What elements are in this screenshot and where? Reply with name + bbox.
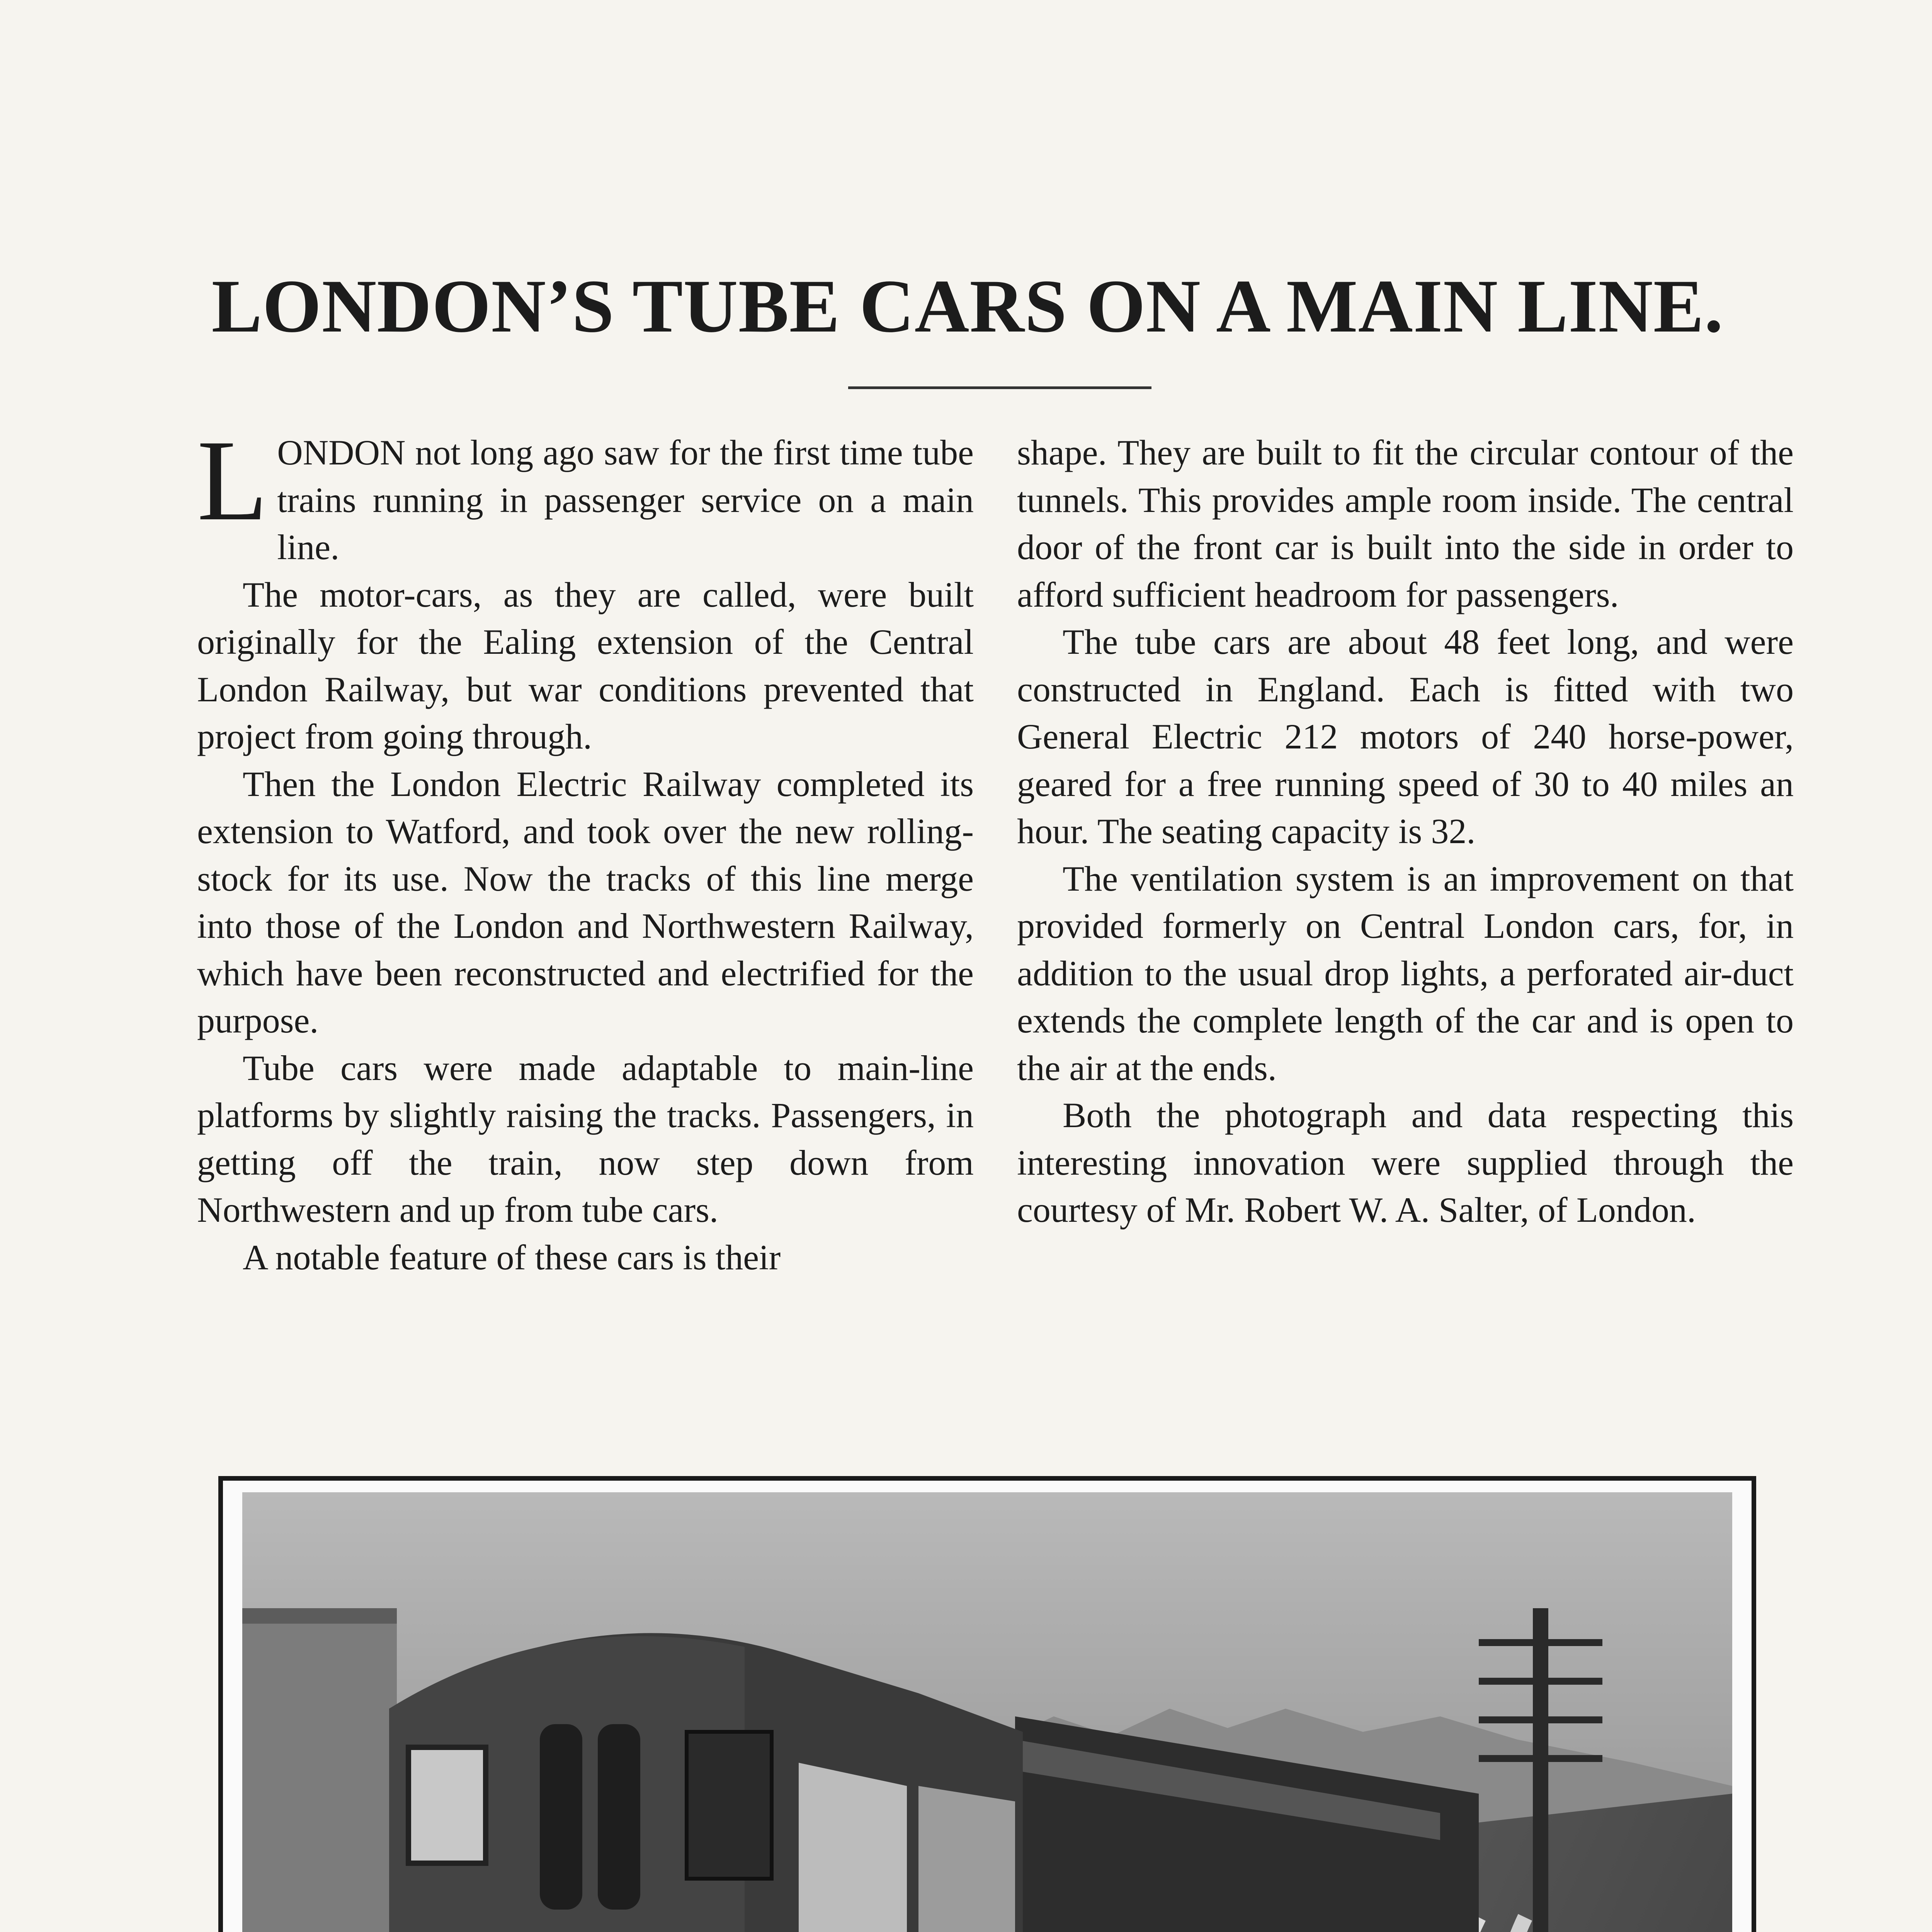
paragraph-1-text: not long ago saw for the first time tube trains running in passenger service on a main line. [277, 433, 974, 567]
paragraph-5-continued: shape. They are built to fit the circular contour of the tunnels. This provides ample room inside. The central door of the front car is built into the side in order to afford sufficient headroom for passengers. [1017, 433, 1794, 614]
drop-cap: L [197, 416, 268, 544]
paragraph-7: The ventilation system is an improvement on that provided formerly on Central London cars, for, in addition to the usual drop lights, a perforated air-duct extends the complete length of the car and is open to the air at the ends. [1017, 859, 1794, 1088]
first-word: ONDON [277, 433, 406, 472]
photo-frame [218, 1476, 1756, 1932]
tube-train-photo [242, 1492, 1732, 1932]
right-column [1017, 429, 1794, 1234]
article-title: LONDON’S TUBE CARS ON A MAIN LINE. [211, 264, 1724, 348]
paragraph-6: The tube cars are about 48 feet long, and were constructed in England. Each is fitted with two General Electric 212 motors of 240 horse-power, geared for a free running speed of 30 to 40 miles an hour. The seating capacity is 32. [1017, 622, 1794, 851]
paragraph-3: Then the London Electric Railway completed its extension to Watford, and took over the new rolling-stock for its use. Now the tracks of this line merge into those of the London and Northwestern Railway, which have been reconstructed and electrified for the purpose. [197, 764, 974, 1040]
paragraph-8: Both the photograph and data respecting this interesting innovation were supplied through the courtesy of Mr. Robert W. A. Salter, of London. [1017, 1095, 1794, 1230]
paragraph-4: Tube cars were made adaptable to main-line platforms by slightly raising the tracks. Passengers, in getting off the train, now step down from Northwestern and up from tube cars. [197, 1048, 974, 1230]
paragraph-1 [197, 416, 974, 571]
paragraph-5: A notable feature of these cars is their [243, 1237, 781, 1277]
left-column [197, 416, 974, 1281]
title-divider [848, 386, 1151, 389]
train-illustration [242, 1492, 1732, 1932]
paragraph-2: The motor-cars, as they are called, were built originally for the Ealing extension of the Central London Railway, but war conditions prevented that project from going through. [197, 575, 974, 756]
